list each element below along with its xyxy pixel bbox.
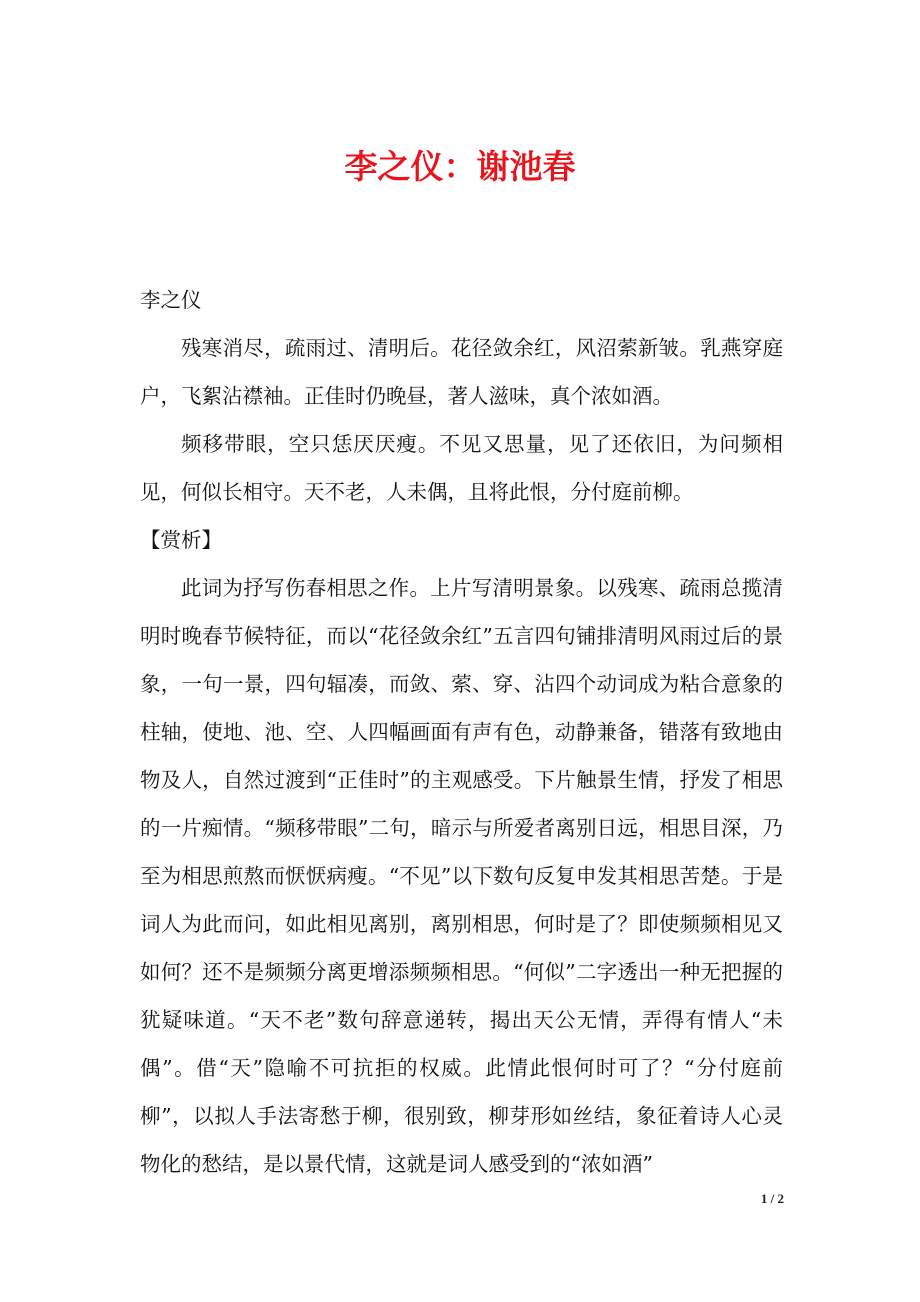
page-title: 李之仪：谢池春 — [344, 147, 576, 186]
analysis-paragraph: 此词为抒写伤春相思之作。上片写清明景象。以残寒、疏雨总揽清明时晚春节候特征，而以“花径敛余红”五言四句铺排清明风雨过后的景象，一句一景，四句辐凑，而敛、萦、穿、沾四个动词成为粘合意象的柱轴，使地、池、空、人四幅画面有声有色，动静兼备，错落有致地由物及人，自然过渡到“正佳时”的主观感受。下片触景生情，抒发了相思的一片痴情。“频移带眼”二句，暗示与所爱者离别日远，相思目深，乃至为相思煎熬而恹恹病瘦。“不见”以下数句反复申发其相思苦楚。于是词人为此而问，如此相见离别，离别相思，何时是了？即使频频相见又如何？还不是频频分离更增添频频相思。“何似”二字透出一种无把握的犹疑味道。“天不老”数句辞意递转，揭出天公无情，弄得有情人“未偶”。借“天”隐喻不可抗拒的权威。此情此恨何时可了？“分付庭前柳”，以拟人手法寄愁于柳，很别致，柳芽形如丝结，象征着诗人心灵物化的愁结，是以景代情，这就是词人感受到的“浓如酒” — [140, 576, 783, 1176]
poem-stanza-1: 残寒消尽，疏雨过、清明后。花径敛余红，风沼萦新皱。乳燕穿庭户，飞絮沾襟袖。正佳时仍晚昼，著人滋味，真个浓如酒。 — [140, 336, 783, 408]
page-number: 1 / 2 — [760, 1191, 784, 1206]
author-line: 李之仪 — [140, 288, 202, 312]
poem-stanza-2: 频移带眼，空只恁厌厌瘦。不见又思量，见了还依旧，为问频相见，何似长相守。天不老，人未偶，且将此恨，分付庭前柳。 — [140, 432, 783, 504]
analysis-heading: 【赏析】 — [140, 528, 222, 552]
document-body — [140, 276, 783, 1188]
